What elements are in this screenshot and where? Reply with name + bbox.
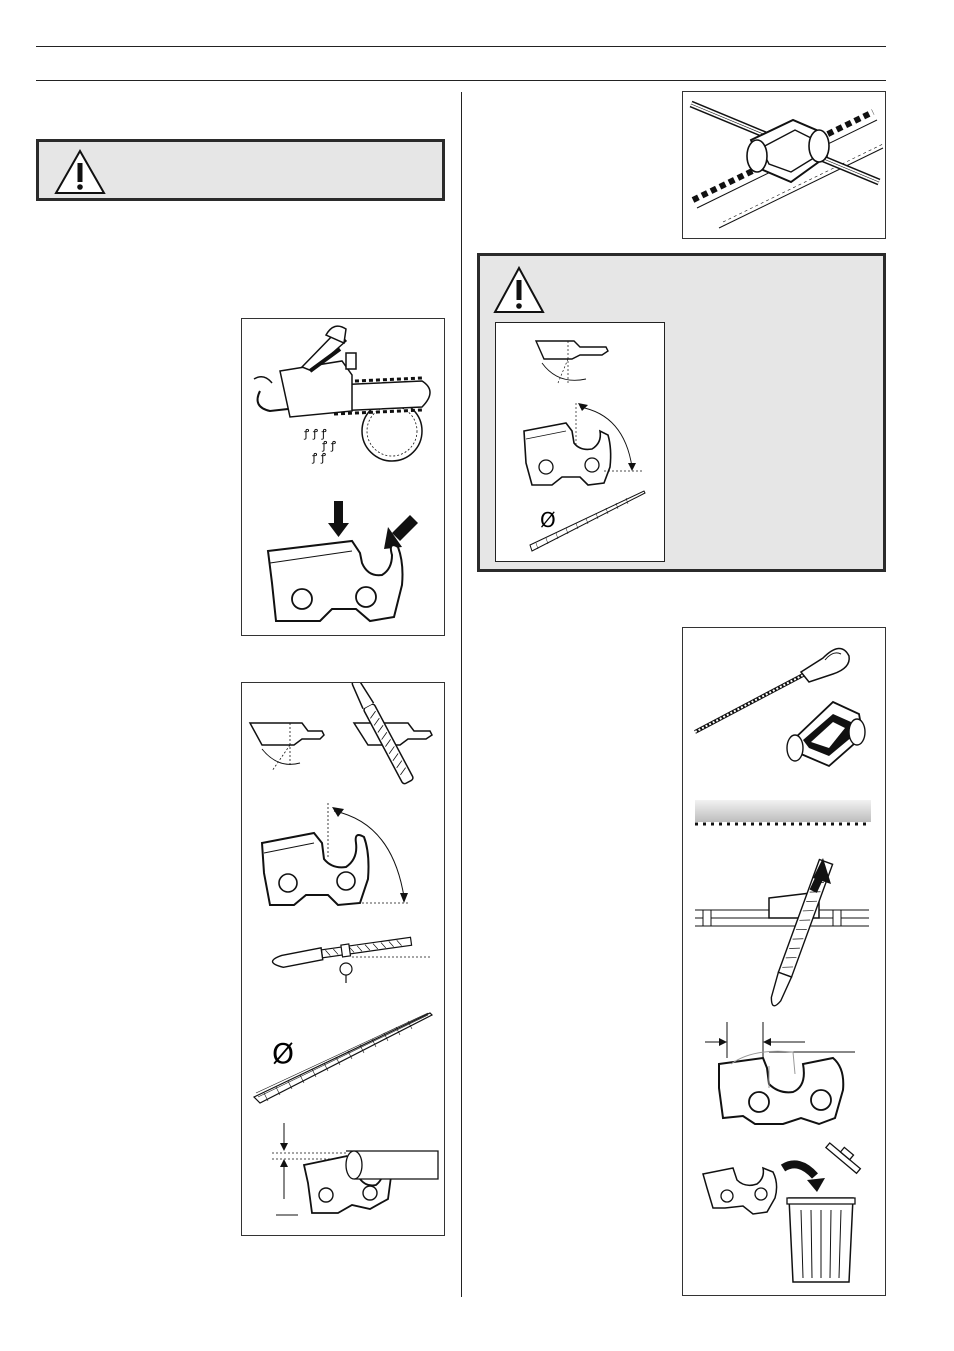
warning-triangle-icon bbox=[51, 145, 111, 201]
svg-text:ꝭ ꝭ: ꝭ ꝭ bbox=[312, 451, 326, 464]
figure-sharpening-angles bbox=[241, 682, 445, 1236]
chainsaw-illustration bbox=[242, 319, 445, 636]
figure-depth-gauge-maintenance bbox=[682, 627, 886, 1296]
depth-gauge-maintenance-illustration bbox=[683, 628, 886, 1296]
diameter-symbol-icon: Ø bbox=[540, 508, 556, 532]
figure-chainsaw-cutting bbox=[241, 318, 445, 636]
warning-triangle-icon bbox=[490, 262, 550, 318]
file-gauge-illustration bbox=[683, 92, 886, 239]
warning-angles-illustration bbox=[496, 323, 664, 561]
sharpening-angles-illustration bbox=[242, 683, 445, 1236]
svg-text:ꝭ ꝭ ꝭ: ꝭ ꝭ ꝭ bbox=[304, 427, 327, 440]
warning-angles-figure bbox=[495, 322, 665, 562]
header-top-rule bbox=[36, 46, 886, 47]
diameter-symbol-icon: Ø bbox=[272, 1037, 295, 1070]
warning-bar bbox=[36, 139, 445, 201]
arrow-icon bbox=[384, 515, 418, 549]
arrow-icon bbox=[328, 501, 349, 537]
warning-box bbox=[477, 253, 886, 572]
arrow-icon bbox=[783, 1164, 825, 1192]
svg-text:ꝭ ꝭ: ꝭ ꝭ bbox=[322, 439, 336, 452]
figure-file-gauge-on-chain bbox=[682, 91, 886, 239]
header-bottom-rule bbox=[36, 80, 886, 81]
column-divider bbox=[461, 92, 462, 1297]
